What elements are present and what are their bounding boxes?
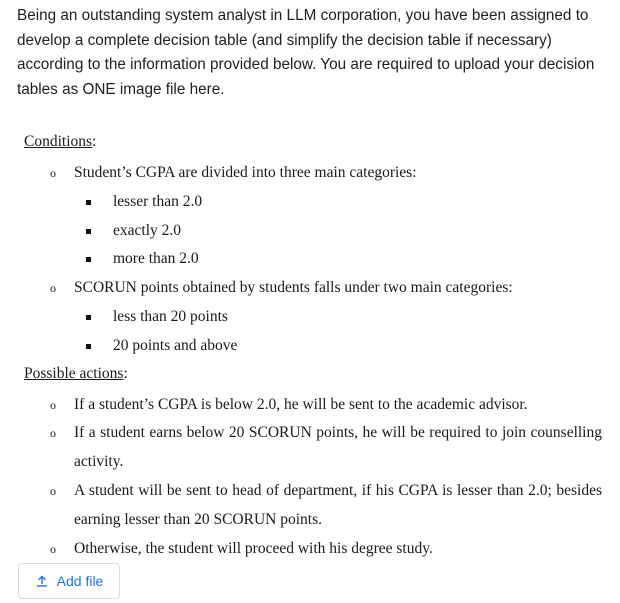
condition-text: SCORUN points obtained by students falls under two main categories: — [74, 279, 513, 297]
actions-heading-text: Possible actions — [24, 364, 124, 382]
action-item — [24, 477, 602, 535]
condition-subitem-text: exactly 2.0 — [113, 221, 182, 239]
condition-item — [24, 274, 602, 303]
action-text: A student will be sent to head of department, if his CGPA is lesser than 2.0; besides earning lesser than 20 SCORUN points. — [74, 481, 602, 528]
square-bullet-icon — [86, 344, 91, 349]
condition-subitem — [24, 332, 602, 361]
square-bullet-icon — [86, 229, 91, 234]
actions-heading — [24, 362, 602, 391]
circle-bullet-icon: o — [50, 397, 56, 412]
circle-bullet-icon: o — [50, 426, 56, 441]
square-bullet-icon — [86, 315, 91, 320]
action-item — [24, 535, 602, 564]
conditions-heading — [24, 130, 602, 159]
upload-icon — [35, 574, 49, 588]
action-item — [24, 391, 602, 420]
add-file-button[interactable] — [18, 563, 120, 599]
question-prompt: Being an outstanding system analyst in LLM corporation, you have been assigned to develop a complete decision table (and simplify the decision table if necessary) according to the information provided below. You are required to upload your decision tables as ONE image file here. — [17, 7, 595, 98]
condition-subitem-text: 20 points and above — [113, 336, 238, 354]
conditions-heading-colon: : — [92, 133, 97, 150]
question-document — [24, 130, 602, 563]
condition-subitem-text: lesser than 2.0 — [113, 192, 203, 210]
condition-subitem-text: more than 2.0 — [113, 250, 199, 268]
condition-item — [24, 159, 602, 188]
condition-subitem — [24, 217, 602, 246]
condition-subitem — [24, 188, 602, 217]
action-text: If a student’s CGPA is below 2.0, he will be sent to the academic advisor. — [74, 395, 528, 413]
actions-heading-colon: : — [123, 364, 128, 382]
circle-bullet-icon: o — [50, 281, 56, 296]
action-text: If a student earns below 20 SCORUN points, he will be required to join counselling activity. — [74, 424, 602, 471]
action-text: Otherwise, the student will proceed with his degree study. — [74, 539, 433, 557]
add-file-label: Add file — [56, 573, 104, 589]
condition-subitem — [24, 245, 602, 274]
condition-subitem-text: less than 20 points — [113, 307, 228, 325]
condition-subitem — [24, 303, 602, 332]
square-bullet-icon — [86, 257, 91, 262]
circle-bullet-icon: o — [50, 166, 56, 180]
condition-text: Student’s CGPA are divided into three main categories: — [74, 164, 417, 181]
action-item — [24, 419, 602, 477]
conditions-heading-text: Conditions — [24, 133, 93, 150]
square-bullet-icon — [86, 200, 91, 205]
circle-bullet-icon: o — [50, 541, 56, 556]
circle-bullet-icon: o — [50, 483, 56, 498]
